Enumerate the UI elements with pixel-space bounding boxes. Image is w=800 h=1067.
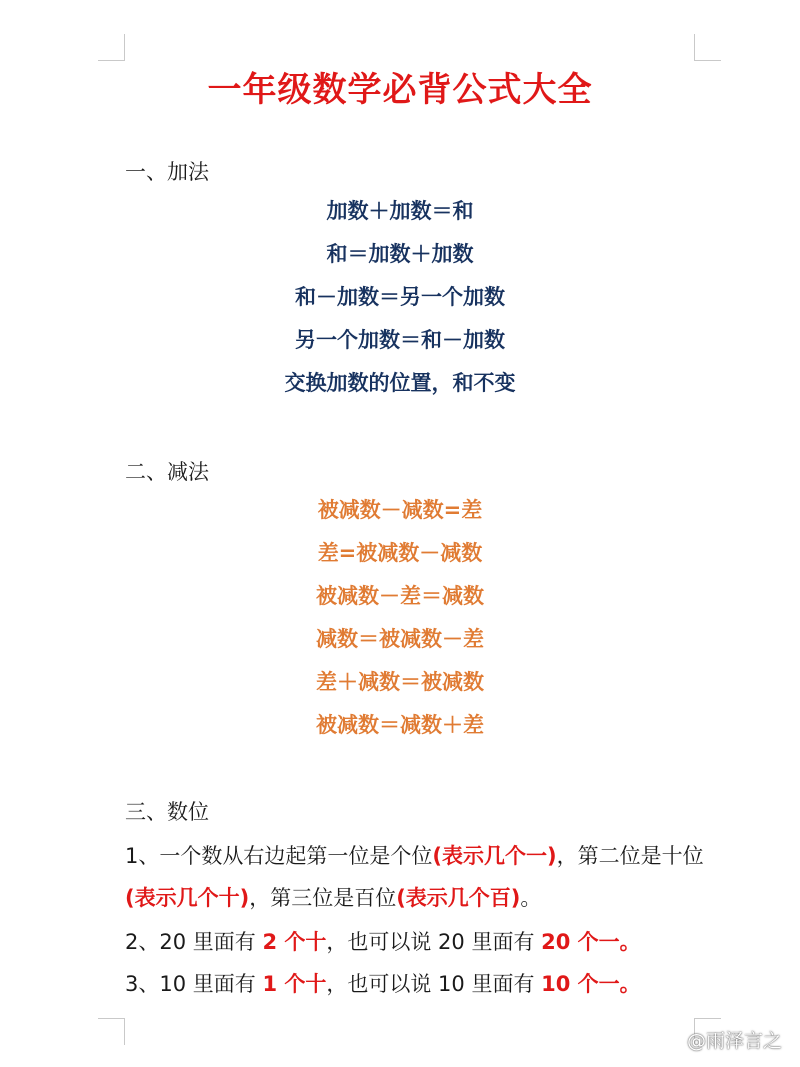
subtraction-heading: 二、减法 <box>125 460 209 484</box>
addition-formula: 交换加数的位置，和不变 <box>284 371 516 395</box>
subtraction-formula: 差＋减数＝被减数 <box>316 670 484 694</box>
item-text: 。 <box>520 886 542 910</box>
place-value-item-1 <box>125 835 705 919</box>
place-value-item-2 <box>125 921 705 963</box>
addition-formula: 和－加数＝另一个加数 <box>295 285 505 309</box>
item-highlight: (表示几个百) <box>396 886 521 910</box>
item-text: 3、10 里面有 <box>125 972 263 996</box>
subtraction-formula-list <box>0 489 800 747</box>
document-title: 一年级数学必背公式大全 <box>207 70 593 110</box>
crop-mark-bottom-left <box>98 1018 125 1045</box>
addition-formula-list <box>0 190 800 405</box>
item-highlight: (表示几个一) <box>432 844 557 868</box>
subtraction-formula: 差=被减数－减数 <box>317 541 483 565</box>
place-value-item-3 <box>125 963 705 1005</box>
subtraction-formula: 被减数＝减数＋差 <box>316 713 484 737</box>
item-text: ，也可以说 10 里面有 <box>326 972 542 996</box>
item-highlight: 2 个十 <box>262 930 327 954</box>
addition-formula: 加数＋加数＝和 <box>326 199 474 223</box>
item-text: 2、20 里面有 <box>125 930 263 954</box>
subtraction-formula: 减数＝被减数－差 <box>316 627 484 651</box>
item-text: ，第三位是百位 <box>249 886 397 910</box>
subtraction-formula: 被减数－减数=差 <box>317 498 483 522</box>
addition-formula: 和＝加数＋加数 <box>326 242 474 266</box>
item-highlight: (表示几个十) <box>125 886 250 910</box>
item-highlight: 1 个十 <box>262 972 327 996</box>
item-text: 1、一个数从右边起第一位是个位 <box>125 844 433 868</box>
subtraction-formula: 被减数－差＝减数 <box>316 584 484 608</box>
item-text: ，也可以说 20 里面有 <box>326 930 542 954</box>
place-value-heading: 三、数位 <box>125 800 209 824</box>
addition-heading: 一、加法 <box>125 160 209 184</box>
addition-formula: 另一个加数＝和－加数 <box>295 328 505 352</box>
watermark: @雨泽言之 <box>686 1030 782 1052</box>
item-text: ，第二位是十位 <box>556 844 704 868</box>
crop-mark-top-left <box>98 34 125 61</box>
item-highlight: 10 个一。 <box>541 972 641 996</box>
crop-mark-top-right <box>694 34 721 61</box>
item-highlight: 20 个一。 <box>541 930 641 954</box>
